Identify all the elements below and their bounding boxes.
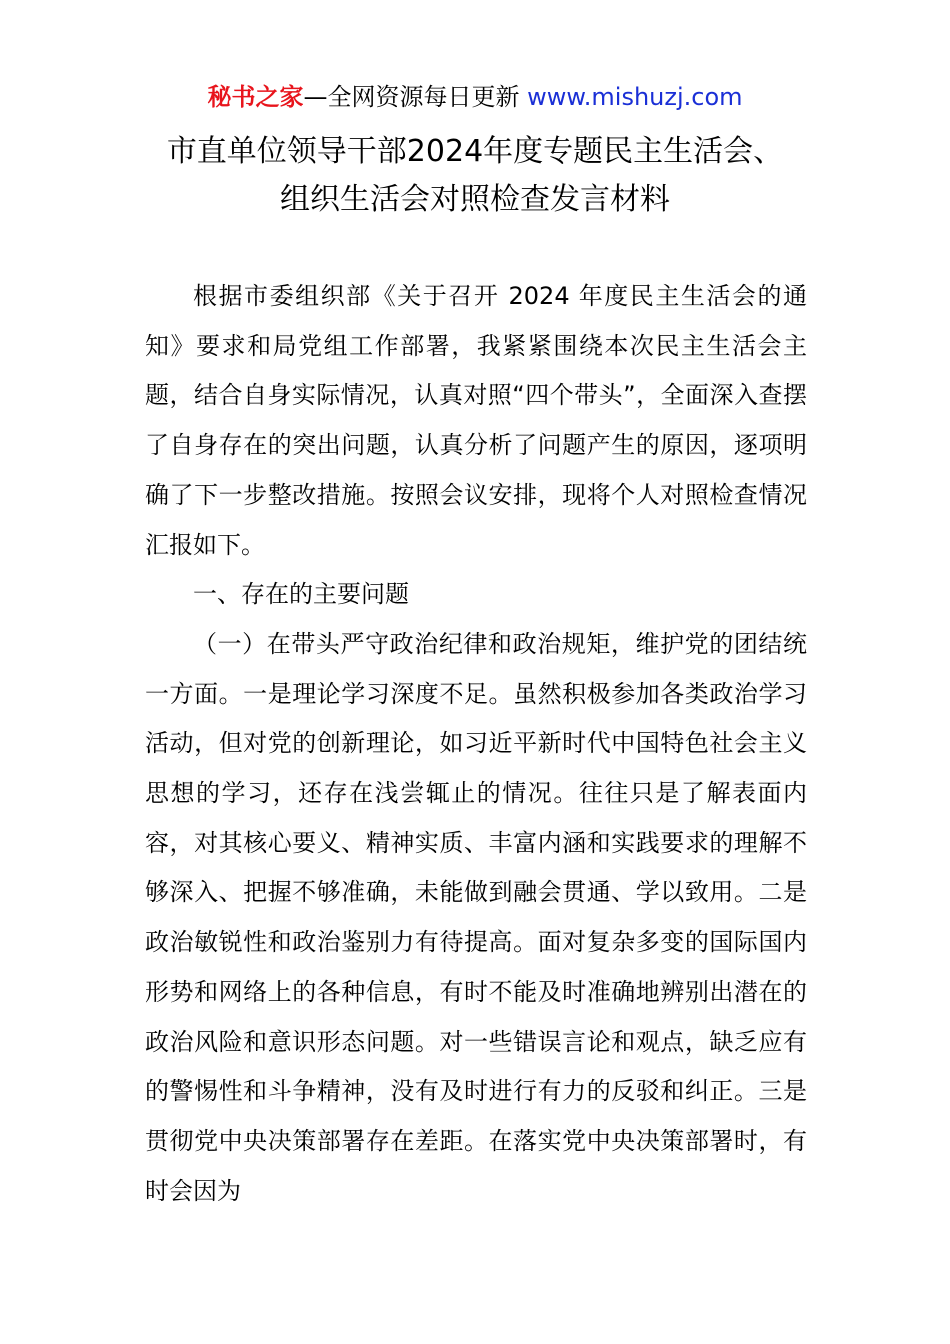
site-header — [0, 80, 950, 114]
section-heading-1: 一、存在的主要问题 — [193, 580, 409, 609]
document-body — [145, 272, 807, 1216]
site-url: www.mishuzj.com — [527, 83, 743, 111]
title-line-2: 组织生活会对照检查发言材料 — [280, 182, 670, 217]
document-title — [0, 128, 950, 224]
header-tagline: —全网资源每日更新 — [303, 83, 528, 111]
brand-name: 秘书之家 — [207, 83, 304, 111]
intro-paragraph: 根据市委组织部《关于召开 2024 年度民主生活会的通知》要求和局党组工作部署，我紧紧围绕本次民主生活会主题，结合自身实际情况，认真对照“四个带头”，全面深入查摆了自身存在的突出问题，认真分析了问题产生的原因，逐项明确了下一步整改措施。按照会议安排，现将个人对照检查情况汇报如下。 — [145, 282, 807, 559]
subsection-paragraph-1: （一）在带头严守政治纪律和政治规矩，维护党的团结统一方面。一是理论学习深度不足。虽然积极参加各类政治学习活动，但对党的创新理论，如习近平新时代中国特色社会主义思想的学习，还存在浅尝辄止的情况。往往只是了解表面内容，对其核心要义、精神实质、丰富内涵和实践要求的理解不够深入、把握不够准确，未能做到融会贯通、学以致用。二是政治敏锐性和政治鉴别力有待提高。面对复杂多变的国际国内形势和网络上的各种信息，有时不能及时准确地辨别出潜在的政治风险和意识形态问题。对一些错误言论和观点，缺乏应有的警惕性和斗争精神，没有及时进行有力的反驳和纠正。三是贯彻党中央决策部署存在差距。在落实党中央决策部署时，有时会因为 — [145, 629, 807, 1205]
title-line-1: 市直单位领导干部2024年度专题民主生活会、 — [166, 134, 784, 169]
